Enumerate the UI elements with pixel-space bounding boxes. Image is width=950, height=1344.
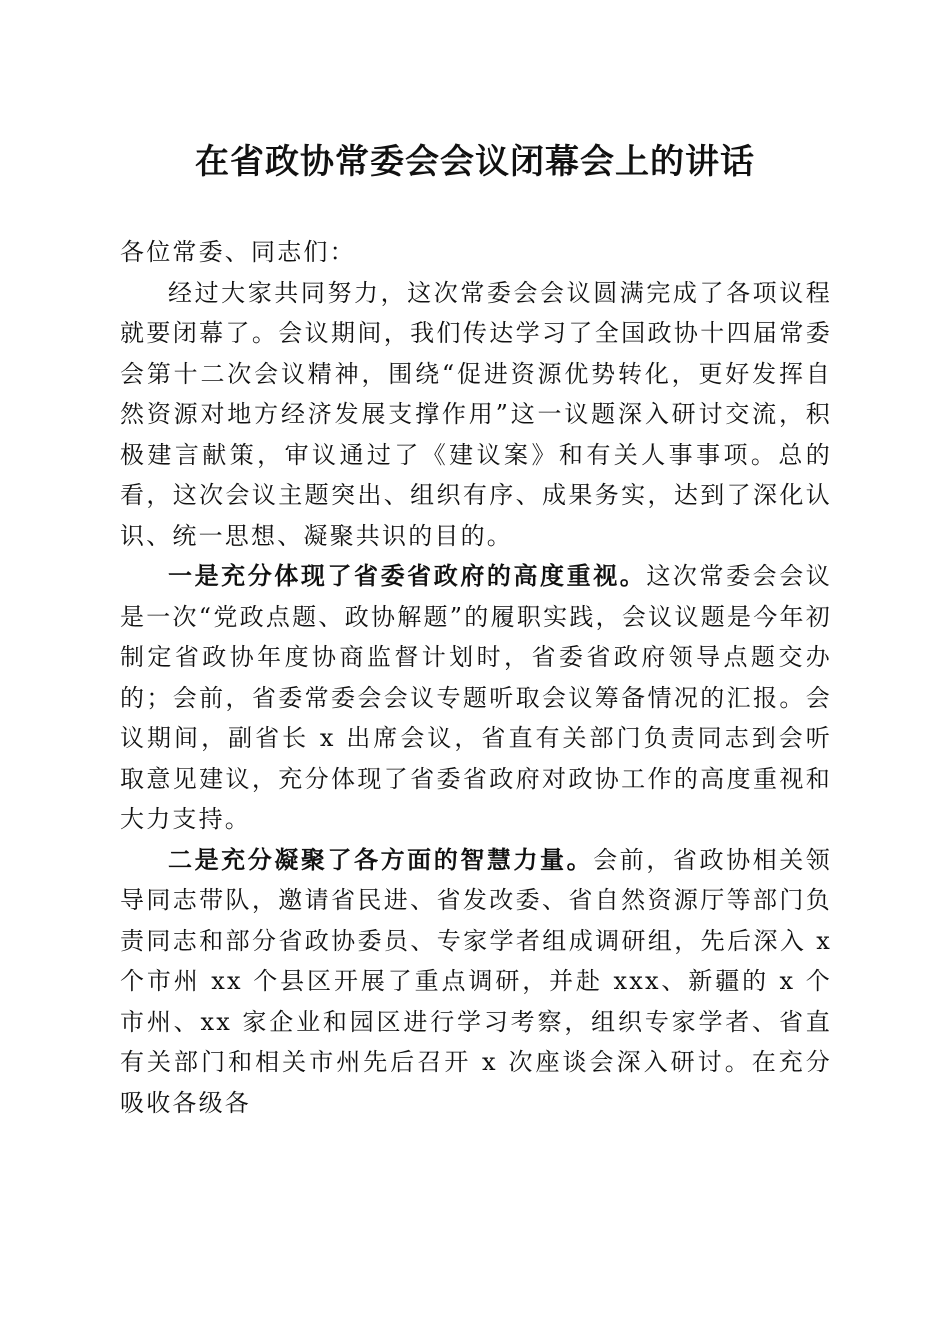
paragraph-intro-text: 经过大家共同努力，这次常委会会议圆满完成了各项议程就要闭幕了。会议期间，我们传达学习了全国政协十四届常委会第十二次会议精神，围绕“促进资源优势转化，更好发挥自然资源对地方经济发展支撑作用”这一议题深入研讨交流，积极建言献策，审议通过了《建议案》和有关人事事项。总的看，这次会议主题突出、组织有序、成果务实，达到了深化认识、统一思想、凝聚共识的目的。 [120, 278, 832, 550]
document-title: 在省政协常委会会议闭幕会上的讲话 [195, 142, 755, 182]
paragraph-point-one [120, 556, 832, 840]
paragraph-point-one-text: 这次常委会会议是一次“党政点题、政协解题”的履职实践，会议议题是今年初制定省政协年度协商监督计划时，省委省政府领导点题交办的；会前，省委常委会会议专题听取会议筹备情况的汇报。会议期间，副省长 x 出席会议，省直有关部门负责同志到会听取意见建议，充分体现了省委省政府对政协工作的高度重视和大力支持。 [120, 562, 832, 833]
paragraph-point-two [120, 840, 832, 1124]
paragraph-point-one-lead: 一是充分体现了省委省政府的高度重视。 [168, 561, 647, 590]
document-body [120, 232, 832, 1123]
paragraph-point-two-text: 会前，省政协相关领导同志带队，邀请省民进、省发改委、省自然资源厅等部门负责同志和部分省政协委员、专家学者组成调研组，先后深入 x 个市州 xx 个县区开展了重点调研，并赴 xxx、新疆的 x 个市州、xx 家企业和园区进行学习考察，组织专家学者、省直有关部门和相关市州先后召开 x 次座谈会深入研讨。在充分吸收各级各 [120, 845, 832, 1117]
paragraph-intro [120, 273, 832, 557]
salutation: 各位常委、同志们： [120, 238, 356, 266]
paragraph-point-two-lead: 二是充分凝聚了各方面的智慧力量。 [168, 844, 594, 874]
